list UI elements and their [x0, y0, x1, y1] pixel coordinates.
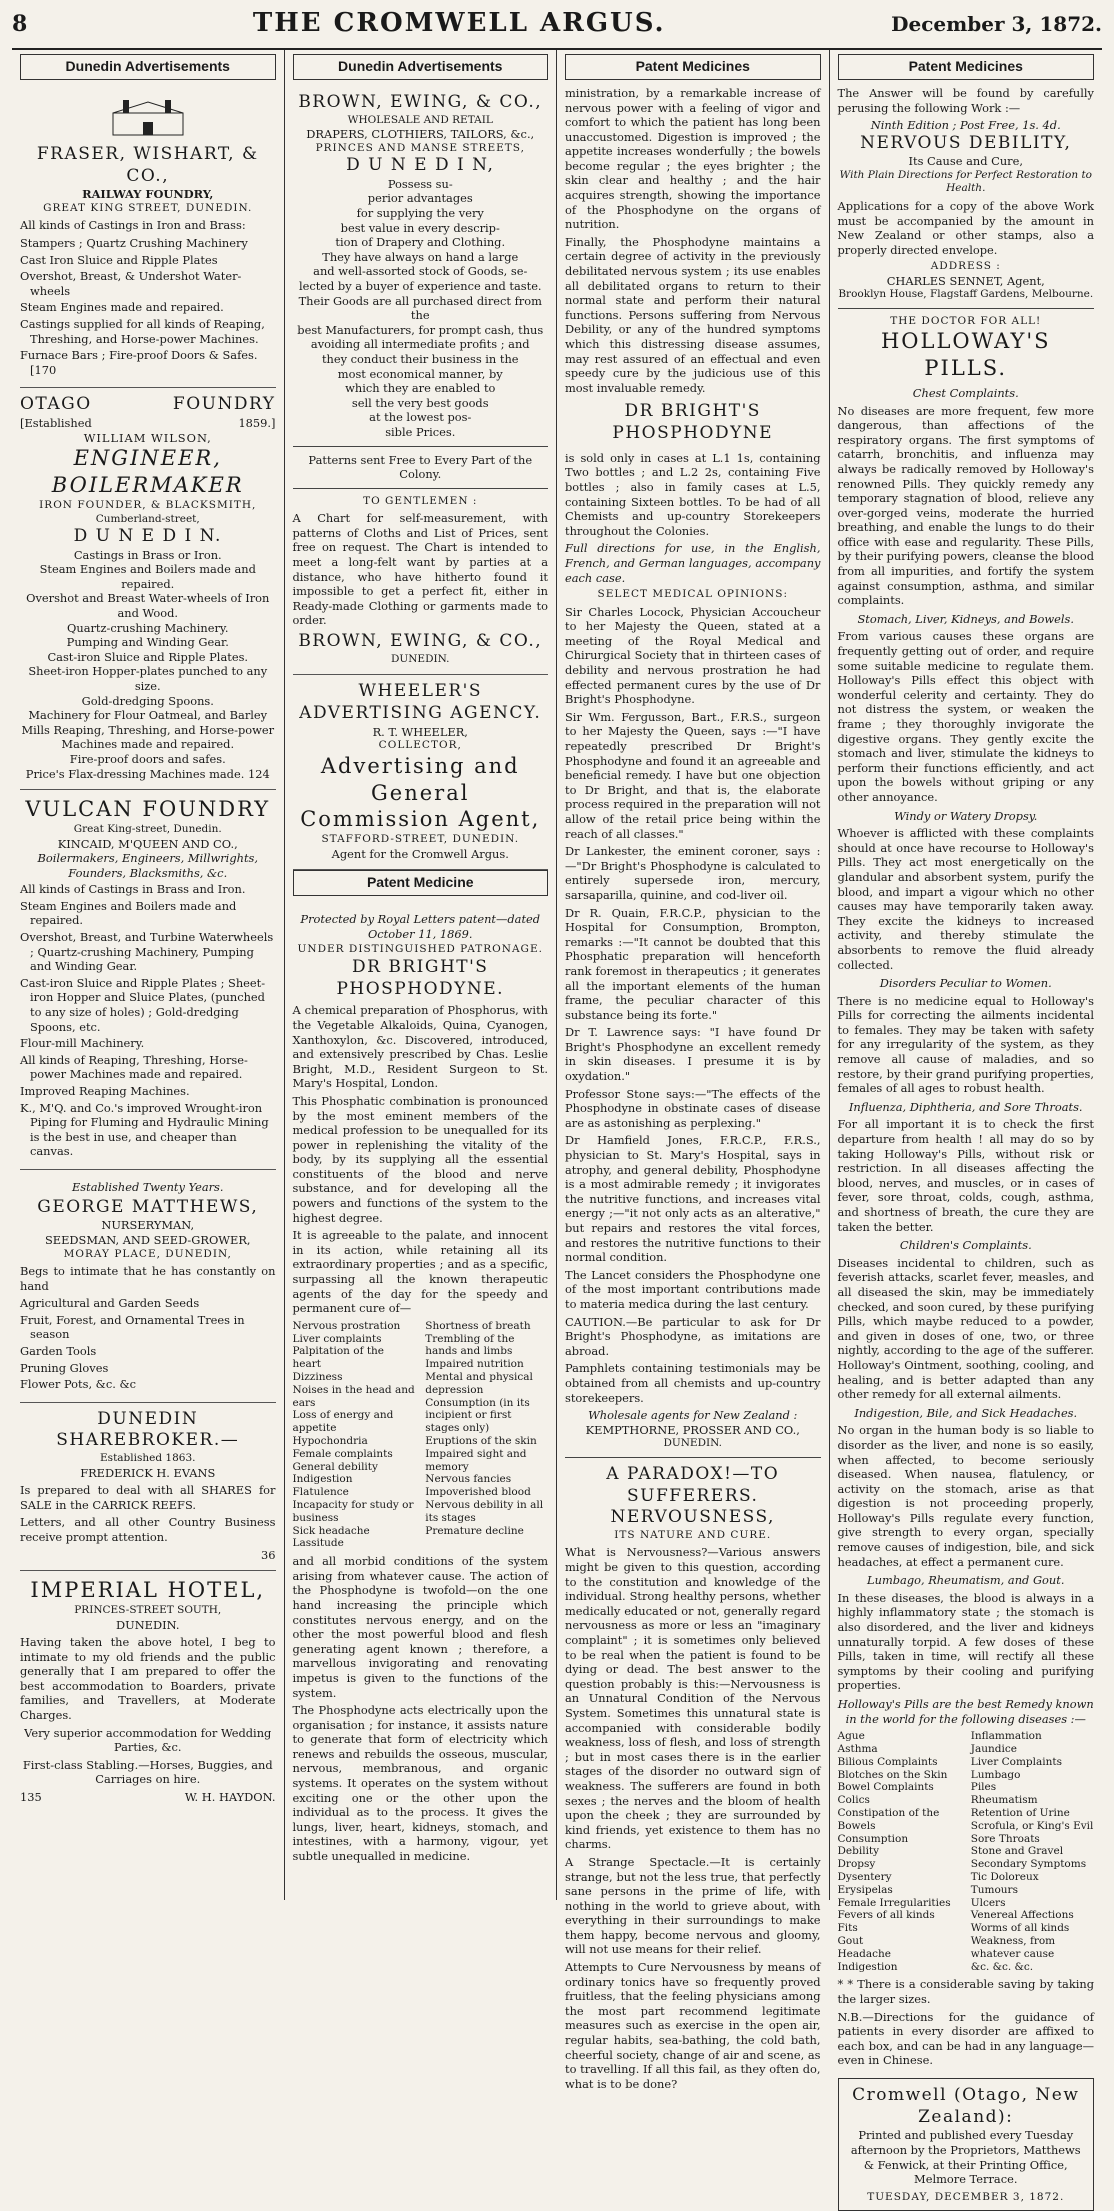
ailment-item: Nervous prostration: [292, 1319, 401, 1332]
ailment-item: Indigestion: [292, 1473, 353, 1486]
brown-line: lected by a buyer of experience and taste.: [298, 279, 542, 294]
disease-item: Rheumatism: [970, 1794, 1038, 1807]
section-head: Disorders Peculiar to Women.: [879, 976, 1052, 991]
column-1: [12, 50, 285, 1900]
column-2: [285, 50, 558, 1900]
disease-item: Indigestion: [837, 1960, 898, 1973]
brown-city: D U N E D I N,: [346, 155, 495, 176]
issue-date: December 3, 1872.: [891, 12, 1102, 36]
disease-item: Retention of Urine: [970, 1806, 1070, 1819]
bright-p3: It is agreeable to the palate, and innocent in its action, while retaining all its extraordinary properties ; and as a specific, surpassing all the known therapeutic agents of the day for the speedy and permanent cure of—: [292, 1228, 548, 1316]
address-head: ADDRESS :: [930, 260, 1001, 273]
otago-foundry-ad: [20, 388, 276, 790]
opinion: Dr Lankester, the eminent coroner, says :—"Dr Bright's Phosphodyne is calculated to entirely supersede iron, mercury, sarsaparilla, quinine, and cod-liver oil.: [565, 844, 821, 902]
fraser-line: Castings supplied for all kinds of Reaping, Threshing, and Horse-power Machines.: [20, 317, 265, 346]
vulcan-address: Great King-street, Dunedin.: [73, 823, 222, 836]
otago-established: [Established: [20, 416, 92, 431]
fraser-line: Furnace Bars ; Fire-proof Doors & Safes. [170: [20, 348, 258, 377]
imperial-num: 135: [20, 1790, 42, 1805]
pamphlets: Pamphlets containing testimonials may be obtained from all chemists and up-country storekeepers.: [565, 1361, 821, 1405]
fraser-address: GREAT KING STREET, DUNEDIN.: [43, 202, 253, 214]
column-4: [830, 50, 1103, 2203]
matthews-line: Pruning Gloves: [20, 1360, 109, 1375]
matthews-trade2: SEEDSMAN, AND SEED-GROWER,: [44, 1232, 251, 1247]
edition: Ninth Edition ; Post Free, 1s. 4d.: [870, 118, 1061, 133]
wheeler-agency: Advertising and General Commission Agent,: [300, 753, 541, 832]
ailment-item: Impaired nutrition: [425, 1358, 524, 1371]
disease-item: Colics: [837, 1794, 870, 1807]
ailment-item: Eruptions of the skin: [425, 1434, 537, 1447]
bright-p5: The Phosphodyne acts electrically upon the organisation ; for instance, it assists nature to generate that form of electricity which renews and rebuilds the osseous, muscular, nervous, membranous, and organic systems. It operates on the system without exciting one or the other upon the individual as to the process. It gives the lungs, liver, heart, kidneys, stomach, and intestines, with a harmony, vigour, yet subtle unequalled in medicine.: [292, 1703, 548, 1864]
brown-gent-text: A Chart for self-measurement, with patterns of Cloths and List of Prices, sent free on request. The Chart is intended to meet a long-felt want by parties at a distance, who have hitherto found it impossible to get a perfect fit, either in Ready-made Clothing or garments made to order.: [292, 511, 548, 628]
disease-item: Ulcers: [970, 1896, 1006, 1909]
caution: CAUTION.—Be particular to ask for Dr Bright's Phosphodyne, as imitations are abroad.: [565, 1314, 821, 1358]
sharebroker-text2: Letters, and all other Country Business receive prompt attention.: [20, 1515, 276, 1544]
wheeler-role: COLLECTOR,: [378, 739, 462, 752]
disease-item: Scrofula, or King's Evil: [970, 1819, 1094, 1832]
opinion: Professor Stone says:—"The effects of the Phosphodyne in obstinate cases of disease are as astonishing as perplexing.": [565, 1086, 821, 1130]
brown-line: Possess su-: [387, 176, 453, 191]
phosphodyne-p1: ministration, by a remarkable increase of nervous power with a feeling of vigor and comfort to which the patient has long been unaccustomed. Digestion is improved ; the appetite increases wonderfully ; the bowels become regular ; the eyes brighter ; the skin clear and healthy ; and the hair acquires strength, showing the importance of the Phosphodyne on the organs of nutrition.: [565, 85, 821, 232]
vulcan-line: K., M'Q. and Co.'s improved Wrought-iron Piping for Fluming and Hydraulic Mining is the best in use, and cheaper than canvas.: [20, 1100, 269, 1159]
ailments-list: [293, 1320, 549, 1550]
matthews-trade: NURSERYMAN,: [101, 1218, 195, 1233]
bright-patronage: UNDER DISTINGUISHED PATRONAGE.: [297, 943, 543, 956]
imperial-text2: Very superior accommodation for Wedding Parties, &c.: [24, 1725, 272, 1755]
disease-item: Worms of all kinds: [970, 1922, 1070, 1935]
disease-item: Inflammation: [970, 1730, 1042, 1743]
otago-year: 1859.]: [238, 416, 276, 431]
opinion: The Lancet considers the Phosphodyne one of the most important contributions made to materia medica during the last century.: [565, 1267, 821, 1311]
disease-item: Weakness, from whatever cause: [970, 1934, 1056, 1960]
brown-line: best value in every descrip-: [340, 220, 500, 235]
otago-line: Fire-proof doors and safes.: [69, 752, 226, 766]
paradox-title: A PARADOX!—TO SUFFERERS.: [606, 1463, 780, 1506]
vulcan-trades: Boilermakers, Engineers, Millwrights, Founders, Blacksmiths, &c.: [37, 851, 258, 880]
section-text: Whoever is afflicted with these complaints should at once have recourse to Holloway's Pills. They act most energetically on the glandular and absorbent system, purify the blood, and impart a vigour which no other causes may have temporarily taken away. They excite the kidneys to increased activity, and thereby stimulate the absorbents to remove the fluid already collected.: [837, 826, 1094, 972]
column-heading: Dunedin Advertisements: [20, 54, 276, 80]
bright-p1: A chemical preparation of Phosphorus, with the Vegetable Alkaloids, Quina, Cyanogen, Xanthoxylon, &c. Discovered, introduced, and extensively prescribed by Chas. Leslie Bright, M.D., Resident Surgeon to St. Mary's Hospital, London.: [292, 1003, 548, 1091]
otago-left: OTAGO: [20, 394, 92, 415]
matthews-name: GEORGE MATTHEWS,: [37, 1196, 259, 1217]
disease-item: Consumption: [837, 1832, 909, 1845]
otago-city: D U N E D I N.: [73, 525, 222, 546]
paradox-p3: Attempts to Cure Nervousness by means of ordinary tonics have so frequently proved fruitless, that the feeling physicians among the most part recommend legitimate measures such as exercise in the open air, regular habits, sea-bathing, the cold bath, cheerful society, change of air and scene, as to travelling. If all this fail, as they often do, what is to be done?: [565, 1960, 821, 2091]
fraser-name: FRASER, WISHART, & CO.,: [36, 143, 259, 186]
ailment-item: Consumption (in its incipient or first stages only): [425, 1396, 530, 1435]
matthews-line: Garden Tools: [20, 1343, 97, 1358]
fraser-line: Stampers ; Quartz Crushing Machinery: [20, 236, 248, 251]
matthews-intro: Begs to intimate that he has constantly on hand: [20, 1263, 276, 1293]
disease-item: Venereal Affections: [970, 1909, 1074, 1922]
ailment-item: Female complaints: [292, 1447, 393, 1460]
section-head: Stomach, Liver, Kidneys, and Bowels.: [857, 611, 1074, 626]
bright-protected: Protected by Royal Letters patent—dated October 11, 1869.: [300, 912, 541, 941]
section-head: Windy or Watery Dropsy.: [894, 808, 1038, 823]
otago-right: FOUNDRY: [172, 394, 276, 415]
work-title: NERVOUS DEBILITY,: [860, 132, 1072, 153]
sharebroker-title: DUNEDIN SHAREBROKER.—: [56, 1408, 240, 1451]
fraser-line: Cast Iron Sluice and Ripple Plates: [20, 252, 218, 267]
paradox-sub: NERVOUSNESS,: [610, 1507, 775, 1528]
section-text: For all important it is to check the first departure from health ! all may do so by taking Holloway's Pills, without risk or restriction. In all diseases affecting the blood, nerves, and muscles, or in cases of fever, sore throat, colds, cough, asthma, and shortness of breath, the cure they are taken the better.: [837, 1117, 1094, 1234]
masthead: [12, 8, 1102, 50]
brown-line: at the lowest pos-: [369, 410, 472, 425]
otago-line: Castings in Brass or Iron.: [73, 547, 222, 562]
wholesale-city: DUNEDIN.: [663, 1437, 723, 1450]
imperial-address: PRINCES-STREET SOUTH,: [74, 1604, 222, 1617]
disease-item: Constipation of the Bowels: [837, 1806, 940, 1832]
fraser-line: Overshot, Breast, & Undershot Water-wheels: [20, 269, 242, 298]
ailment-item: Lassitude: [292, 1537, 344, 1550]
opinion: Dr T. Lawrence says: "I have found Dr Bright's Phosphodyne an excellent remedy in skin diseases. I presume it is by oxydation.": [565, 1025, 821, 1084]
medical-opinions-head: SELECT MEDICAL OPINIONS:: [597, 588, 788, 601]
brown-line: for supplying the very: [356, 206, 484, 221]
ailment-item: Trembling of the hands and limbs: [425, 1332, 515, 1358]
brown-line: most economical manner, by: [337, 366, 503, 381]
doctor-head: THE DOCTOR FOR ALL!: [890, 314, 1042, 327]
disease-item: Piles: [970, 1781, 997, 1794]
ailment-item: Premature decline: [425, 1524, 524, 1537]
sharebroker-established: Established 1863.: [100, 1452, 196, 1465]
vulcan-line: All kinds of Reaping, Threshing, Horse-power Machines made and repaired.: [20, 1052, 248, 1082]
sharebroker-num: 36: [261, 1547, 276, 1562]
otago-line: Gold-dredging Spoons.: [81, 693, 214, 708]
disease-item: Dysentery: [837, 1870, 892, 1883]
remedy-head: Holloway's Pills are the best Remedy known in the world for the following diseases :—: [837, 1697, 1094, 1726]
section-text: From various causes these organs are frequently getting out of order, and require some suitable medicine to regulate them. Holloway's Pills effect this object with wonderful celerity and certainty. They do not distress the system, or weaken the frame ; they thoroughly invigorate the digestive organs. They gently excite the stomach and liver, stimulate the kidneys to perform their functions efficiently, and act upon the bowels without griping or any other annoyance.: [837, 629, 1094, 804]
ailment-item: Impoverished blood: [425, 1486, 531, 1499]
section-heading: Patent Medicine: [293, 870, 549, 896]
disease-item: Sore Throats: [970, 1832, 1040, 1845]
page-number: 8: [12, 11, 28, 37]
otago-line: Steam Engines and Boilers made and repaired.: [39, 562, 256, 591]
section-head: Influenza, Diphtheria, and Sore Throats.: [848, 1099, 1083, 1114]
brown-line: avoiding all intermediate profits ; and: [310, 337, 530, 352]
brown-sub: WHOLESALE AND RETAIL: [347, 113, 493, 126]
brown-line: tion of Drapery and Clothing.: [335, 235, 506, 250]
otago-line: Price's Flax-dressing Machines made. 124: [25, 766, 270, 781]
sharebroker-ad: [20, 1403, 276, 1572]
imprint-date: TUESDAY, DECEMBER 3, 1872.: [867, 2190, 1065, 2203]
fraser-wishart-ad: [20, 86, 276, 388]
bright-p4: and all morbid conditions of the system arising from whatever cause. The action of the Phosphodyne is twofold—on the one hand increasing the principle which constitutes nervous energy, and on the other the most powerful blood and flesh generating agent known ; therefore, a marvellous invigorating and renovating impetus is given to the functions of the system.: [292, 1554, 548, 1700]
matthews-line: Flower Pots, &c. &c: [20, 1377, 136, 1392]
wheeler-title: WHEELER'S ADVERTISING AGENCY.: [299, 681, 542, 723]
disease-item: Debility: [837, 1845, 880, 1858]
imperial-name: IMPERIAL HOTEL,: [30, 1578, 266, 1603]
disease-item: Bilious Complaints: [837, 1755, 938, 1768]
matthews-established: Established Twenty Years.: [71, 1179, 224, 1194]
wheeler-agency-ad: [293, 675, 549, 870]
brown-line: best Manufacturers, for prompt cash, thus: [297, 322, 544, 337]
vulcan-line: Improved Reaping Machines.: [20, 1084, 190, 1098]
disease-item: Headache: [837, 1947, 891, 1960]
ailment-item: Shortness of breath: [425, 1319, 531, 1332]
disease-item: Fits: [837, 1922, 858, 1935]
ailment-item: Noises in the head and ears: [292, 1383, 415, 1409]
brown-gent-head: TO GENTLEMEN :: [363, 494, 478, 507]
brown-line: They have always on hand a large: [322, 249, 519, 264]
column-heading: Patent Medicines: [565, 54, 821, 80]
disease-item: Fevers of all kinds: [837, 1909, 935, 1922]
otago-street: Cumberland-street,: [95, 512, 200, 525]
disease-item: Female Irregularities: [837, 1896, 951, 1909]
ailment-item: General debility: [292, 1460, 378, 1473]
brown-line: which they are enabled to: [345, 381, 496, 396]
disease-item: Jaundice: [970, 1742, 1017, 1755]
disease-item: Gout: [837, 1934, 864, 1947]
brown-line: Their Goods are all purchased direct from the: [298, 293, 542, 323]
vulcan-line: Cast-iron Sluice and Ripple Plates ; Sheet-iron Hopper and Sluice Plates, (punched to any size of holes) ; Gold-dredging Spoons, etc.: [20, 975, 266, 1034]
opinion: Dr R. Quain, F.R.C.P., physician to the Hospital for Consumption, Brompton, remarks :—"It cannot be doubted that this Phosphatic preparation will henceforth rank foremost in therapeutics ; it generates all the important elements of the human frame, the peculiar character of this substance being its forte.": [565, 905, 821, 1022]
ailment-item: Mental and physical depression: [425, 1371, 533, 1396]
ailment-item: Nervous fancies: [425, 1473, 512, 1486]
otago-trade: ENGINEER, BOILERMAKER: [51, 446, 244, 498]
column-heading: Dunedin Advertisements: [293, 54, 549, 80]
disease-item: Liver Complaints: [970, 1755, 1062, 1768]
diseases-list: [838, 1730, 1095, 1973]
matthews-ad: [20, 1170, 276, 1403]
brown-line: sell the very best goods: [351, 395, 489, 410]
agent-address: Brooklyn House, Flagstaff Gardens, Melbourne.: [838, 288, 1094, 301]
phosphodyne-p3: is sold only in cases at L.1 1s, containing Two bottles ; and L.2 2s, containing Five bottles ; also in family cases at L.5, containing Sixteen bottles. To be had of all Chemists and up-country Storekeepers throughout the Colonies.: [565, 450, 821, 538]
ailment-item: Flatulence: [292, 1486, 349, 1499]
wheeler-address: STAFFORD-STREET, DUNEDIN.: [321, 833, 520, 846]
brown-footer-city: DUNEDIN.: [390, 652, 450, 665]
section-head: Lumbago, Rheumatism, and Gout.: [867, 1573, 1065, 1588]
agent-name: CHARLES SENNET, Agent,: [886, 273, 1045, 288]
disease-item: Tic Doloreux: [970, 1870, 1039, 1883]
fraser-subname: RAILWAY FOUNDRY,: [82, 187, 214, 202]
sharebroker-text1: Is prepared to deal with all SHARES for SALE in the CARRICK REEFS.: [20, 1483, 276, 1512]
column-3: [557, 50, 830, 2091]
sharebroker-name: FREDERICK H. EVANS: [80, 1465, 216, 1480]
matthews-line: Agricultural and Garden Seeds: [20, 1296, 200, 1311]
imperial-city: DUNEDIN.: [115, 1617, 180, 1632]
section-text: There is no medicine equal to Holloway's Pills for correcting the ailments incidental to females. They may be taken with safety for any irregularity of the system, as they remove all cause of maladies, and so restore, by their grand purifying properties, females of all ages to robust health.: [837, 993, 1094, 1096]
imperial-hotel-ad: [20, 1571, 276, 1812]
paradox-p1: What is Nervousness?—Various answers might be given to this question, according to the constitution and knowledge of the individual. Strong healthy persons, whether medically educated or not, generally regard nervousness as more or less an "imaginary complaint" ; it is sometimes only believed to be real when the patient is found to be dying or dead. The best answer to the question probably is this:—Nervousness is an Unnatural Condition of the Nervous System. Sometimes this unnatural state is accompanied with considerable bodily weakness, loss of flesh, and loss of strength ; but in most cases there is in the earlier stages of the disorder no outward sign of weakness. The sufferers are found in both sexes ; the nerves and the bloom of health upon the cheek ; they are surrounded by kind friends, yet existence to them has no charms.: [565, 1545, 821, 1852]
opinion: Dr Hamfield Jones, F.R.C.P., F.R.S., physician to St. Mary's Hospital, says in atrophy, and general debility, Phosphodyne is a most admirable remedy ; it invigorates the nutritive functions, and increases vital energy ;—"it not only acts as an alterative," but repairs and restores the vital forces, and restores the nutritive functions to their normal condition.: [565, 1133, 821, 1265]
ailment-item: Sick headache: [292, 1524, 370, 1537]
disease-item: Secondary Symptoms: [970, 1858, 1087, 1871]
otago-proprietor: WILLIAM WILSON,: [83, 430, 212, 445]
section-text: In these diseases, the blood is always in a highly inflammatory state ; the stomach is also disordered, and the liver and kidneys unnaturally torpid. A few doses of these Pills, taken in time, will rectify all these symptoms by their cooling and purifying properties.: [837, 1590, 1094, 1693]
paradox-sub2: ITS NATURE AND CURE.: [614, 1529, 772, 1541]
matthews-address: MORAY PLACE, DUNEDIN,: [63, 1247, 232, 1260]
section-text: No diseases are more frequent, few more dangerous, than affections of the respiratory organs. The first symptoms of catarrh, bronchitis, and influenza may always be radically removed by Holloway's renowned Pills. They quickly remedy any temporary stagnation of blood, relieve any over-gorged veins, moderate the hurried breathing, and enable the lungs to do their office with ease and regularity. These Pills, by their purifying powers, cleanse the blood from all impurities, and fortify the system against consumption, asthma, and similar complaints.: [837, 403, 1094, 608]
imperial-text3: First-class Stabling.—Horses, Buggies, and Carriages on hire.: [22, 1757, 273, 1787]
paradox-p2: A Strange Spectacle.—It is certainly strange, but not the less true, that perfectly sane persons in the prime of life, with nothing in the world to grieve about, with everything in their surroundings to make them happy, become nervous and gloomy, will not use means for their relief.: [565, 1854, 821, 1957]
otago-line: Overshot and Breast Water-wheels of Iron and Wood.: [26, 591, 270, 621]
section-head: Children's Complaints.: [899, 1238, 1032, 1253]
vulcan-line: All kinds of Castings in Brass and Iron.: [20, 882, 246, 897]
disease-item: Tumours: [970, 1883, 1018, 1896]
disease-item: Bowel Complaints: [837, 1781, 934, 1794]
section-head: Chest Complaints.: [912, 385, 1019, 400]
note2: N.B.—Directions for the guidance of patients in every disorder are affixed to each box, and can be had in any language—even in Chinese.: [837, 2009, 1094, 2068]
opinion: Sir Wm. Fergusson, Bart., F.R.S., surgeon to her Majesty the Queen, says :—"I have repeatedly prescribed Dr Bright's Phosphodyne and found it an agreeable and beneficial remedy. I have but one objection to Dr Bright, and that is, the elaborate process required in the preparation will not allow of the retail price being within the reach of all classes.": [565, 709, 821, 841]
ailment-item: Hypochondria: [292, 1434, 368, 1447]
imperial-text1: Having taken the above hotel, I beg to intimate to my old friends and the public generally that I am prepared to offer the best accommodation to Boarders, private families, and Travellers, at Moderate Charges.: [20, 1635, 276, 1723]
holloway-title: HOLLOWAY'S PILLS.: [880, 329, 1051, 381]
disease-item: Ague: [837, 1730, 865, 1743]
answer-text: The Answer will be found by carefully perusing the following Work :—: [837, 85, 1094, 115]
brown-ewing-ad: [293, 86, 549, 675]
wheeler-agent: Agent for the Cromwell Argus.: [331, 846, 509, 861]
bright-phosphodyne-ad: [293, 902, 549, 1874]
brown-trades: DRAPERS, CLOTHIERS, TAILORS, &c.,: [306, 127, 535, 142]
newspaper-title: THE CROMWELL ARGUS.: [252, 8, 666, 38]
bright-p2: This Phosphatic combination is pronounced by the most eminent members of the medical profession to be unequalled for its power in replenishing the vitality of the body, by its supplying all the essential constituents of the blood and nerve substance, and for developing all the powers and functions of the system to the highest degree.: [292, 1093, 548, 1225]
ailment-item: Incapacity for study or business: [292, 1498, 414, 1524]
opinion: Sir Charles Locock, Physician Accoucheur to her Majesty the Queen, stated at a meeting of the Royal Medical and Chirurgical Society that in thirteen cases of debility and nervous prostration he had effected permanent cures by the use of Dr Bright's Phosphodyne.: [565, 604, 821, 707]
note1: * * There is a considerable saving by taking the larger sizes.: [837, 1977, 1094, 2006]
bright-title: DR BRIGHT'S PHOSPHODYNE.: [336, 956, 505, 999]
otago-line: Cast-iron Sluice and Ripple Plates.: [47, 649, 249, 664]
apply-text: Applications for a copy of the above Work must be accompanied by the amount in New Zealand or other stamps, also a properly directed envelope.: [837, 198, 1094, 257]
imprint-title: Cromwell (Otago, New Zealand):: [852, 2084, 1080, 2127]
ailment-item: Impaired sight and memory: [425, 1447, 527, 1473]
brown-patterns: Patterns sent Free to Every Part of the Colony.: [308, 452, 533, 482]
ailment-item: Dizziness: [292, 1371, 343, 1383]
brown-footer-name: BROWN, EWING, & CO.,: [298, 630, 543, 651]
phosphodyne-p4: Full directions for use, in the English, French, and German languages, accompany each case.: [565, 541, 821, 585]
ailment-item: Nervous debility in all its stages: [425, 1498, 544, 1524]
disease-item: Stone and Gravel: [970, 1845, 1064, 1858]
brown-name: BROWN, EWING, & CO.,: [298, 91, 543, 112]
brown-line: perior advantages: [367, 191, 473, 206]
imprint-box: [838, 2078, 1095, 2211]
wholesale-agents: KEMPTHORNE, PROSSER AND CO.,: [585, 1422, 800, 1437]
ailment-item: Loss of energy and appetite: [292, 1409, 394, 1435]
phosphodyne-p2: Finally, the Phosphodyne maintains a certain degree of activity in the previously debilitated nervous system ; its use enables all debilitated organs to return to their normal state and perform their natural functions. Persons suffering from Nervous Debility, or any of the hundred symptoms which this distressing disease assumes, may rest assured of an effectual and even speedy cure by the judicious use of this most invaluable remedy.: [565, 234, 821, 395]
disease-item: Lumbago: [970, 1768, 1021, 1781]
disease-item: &c. &c. &c.: [970, 1960, 1034, 1973]
imperial-proprietor: W. H. HAYDON.: [184, 1790, 276, 1805]
fraser-line: Steam Engines made and repaired.: [20, 300, 224, 315]
column-heading: Patent Medicines: [838, 54, 1095, 80]
brown-line: sible Prices.: [385, 424, 456, 439]
foundry-building-icon: [103, 98, 193, 138]
vulcan-line: Overshot, Breast, and Turbine Waterwheels ; Quartz-crushing Machinery, Pumping and Winding Gear.: [20, 930, 274, 974]
disease-item: Blotches on the Skin: [837, 1768, 948, 1781]
disease-item: Asthma: [837, 1742, 878, 1755]
ailment-item: Liver complaints: [292, 1332, 382, 1345]
section-text: No organ in the human body is so liable to disorder as the liver, and none is so easily, when affected, to become seriously diseased. When nausea, flatulency, or activity on the stomach, arise as that digestion is not proceeding properly, Holloway's Pills regulate every function, give strength to every organ, specially remove causes of indigestion, bile, and sick headaches, at effect a permanent cure.: [837, 1423, 1094, 1569]
brown-line: they conduct their business in the: [321, 352, 519, 366]
brown-line: and well-assorted stock of Goods, se-: [313, 264, 528, 279]
otago-line: Quartz-crushing Machinery.: [67, 620, 229, 635]
work-sub: Its Cause and Cure,: [908, 154, 1023, 169]
section-head: Indigestion, Bile, and Sick Headaches.: [854, 1405, 1078, 1420]
imprint-text: Printed and published every Tuesday afternoon by the Proprietors, Matthews & Fenwick, at their Printing Office, Melmore Terrace.: [850, 2128, 1081, 2187]
ailment-item: Palpitation of the heart: [292, 1345, 385, 1371]
vulcan-foundry-ad: [20, 790, 276, 1170]
brown-streets: PRINCES AND MANSE STREETS,: [315, 141, 525, 154]
section-text: Diseases incidental to children, such as feverish attacks, scarlet fever, measles, and all diseased the skin, may be immediately checked, and soon cured, by these purifying Pills, which maybe reduced to a powder, and given in doses of one, two, or three nightly, according to the age of the sufferer. Holloway's Ointment, soothing, cooling, and healing, and is better adapted than any other remedy for all external ailments.: [837, 1255, 1094, 1402]
fraser-intro: All kinds of Castings in Iron and Brass:: [20, 218, 246, 233]
otago-trade2: IRON FOUNDER, & BLACKSMITH,: [39, 499, 257, 512]
wholesale-head: Wholesale agents for New Zealand :: [588, 1408, 798, 1423]
bright-title-2: DR BRIGHT'S PHOSPHODYNE: [612, 401, 774, 444]
disease-item: Dropsy: [837, 1858, 876, 1871]
work-desc: With Plain Directions for Perfect Restoration to Health.: [839, 169, 1092, 195]
vulcan-line: Flour-mill Machinery.: [20, 1036, 145, 1051]
matthews-line: Fruit, Forest, and Ornamental Trees in season: [20, 1312, 245, 1342]
otago-line: Pumping and Winding Gear.: [66, 635, 229, 650]
disease-item: Erysipelas: [837, 1883, 893, 1896]
vulcan-firm: KINCAID, M'QUEEN AND CO.,: [57, 836, 238, 851]
vulcan-name: VULCAN FOUNDRY: [25, 797, 271, 822]
otago-line: Machinery for Flour Oatmeal, and Barley Mills Reaping, Threshing, and Horse-power Machines made and repaired.: [21, 708, 275, 752]
otago-line: Sheet-iron Hopper-plates punched to any size.: [28, 664, 268, 694]
wheeler-name: R. T. WHEELER,: [372, 724, 468, 739]
vulcan-line: Steam Engines and Boilers made and repaired.: [20, 898, 237, 928]
